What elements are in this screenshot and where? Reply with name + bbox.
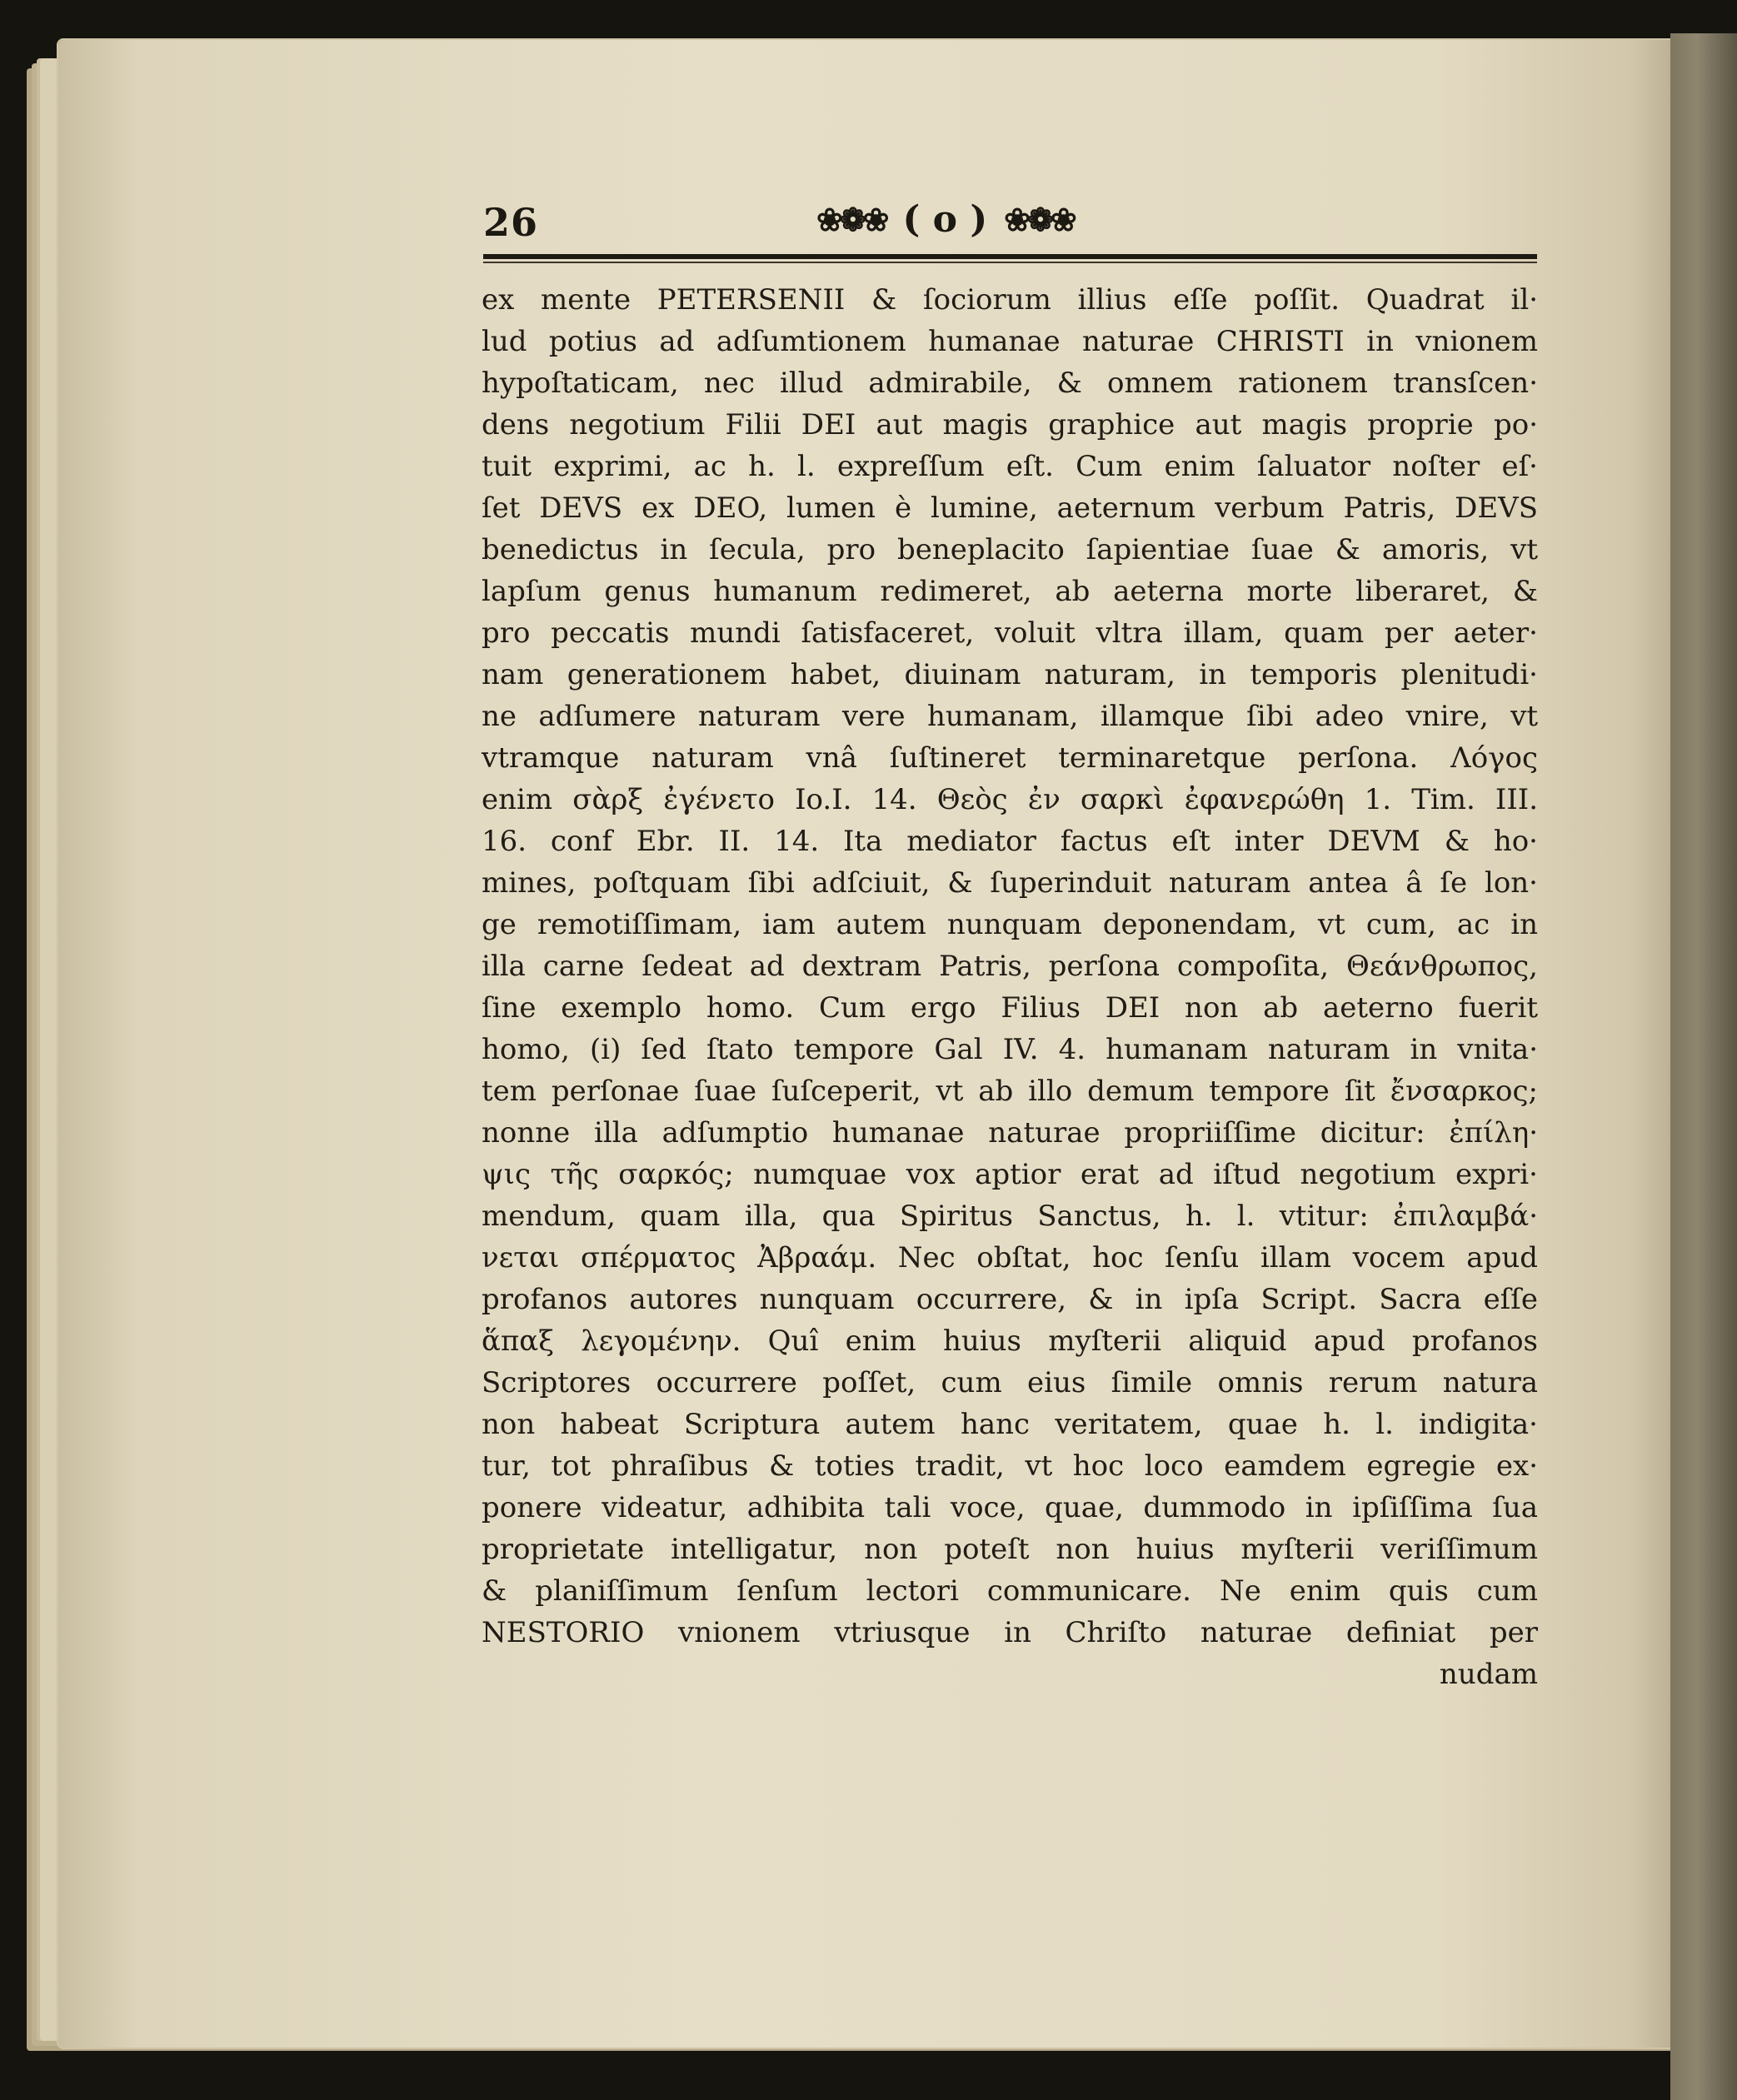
text-line: vtramque naturam vnâ ſuſtineret terminaretque perſona. Λόγος [482,741,1538,775]
text-line: tem perſonae ſuae ſuſceperit, vt ab illo demum tempore ſit ἔνσαρκος; [482,1075,1538,1108]
text-line: ex mente PETERSENII & ſociorum illius eſſe poſſit. Quadrat il· [482,283,1538,317]
text-line: non habeat Scriptura autem hanc veritatem, quae h. l. indigita· [482,1408,1538,1441]
left-ornament-icon: ❀❁❀ [816,201,886,238]
text-line: profanos autores nunquam occurrere, & in ipſa Script. Sacra eſſe [482,1283,1538,1316]
text-line: hypoſtaticam, nec illud admirabile, & omnem rationem transſcen· [482,367,1538,400]
text-line: & planiſſimum ſenſum lectori communicare. Ne enim quis cum [482,1574,1538,1608]
text-line: tuit exprimi, ac h. l. expreſſum eſt. Cum enim ſaluator noſter eſ· [482,450,1538,483]
running-head [483,193,1533,252]
text-line: ge remotiſſimam, iam autem nunquam deponendam, vt cum, ac in [482,908,1538,941]
text-line: lapſum genus humanum redimeret, ab aeterna morte liberaret, & [482,575,1538,608]
text-line: NESTORIO vnionem vtriusque in Chriſto naturae definiat per [482,1616,1538,1649]
head-center-mark: ( o ) [902,198,988,241]
text-line: tur, tot phraſibus & toties tradit, vt hoc loco eamdem egregie ex· [482,1449,1538,1483]
text-line: lud potius ad adſumtionem humanae naturae CHRISTI in vnionem [482,325,1538,358]
text-line: enim σὰρξ ἐγένετο Io.I. 14. Θεὸς ἐν σαρκὶ ἐφανερώθη 1. Tim. III. [482,783,1538,816]
text-line: mendum, quam illa, qua Spiritus Sanctus, h. l. vtitur: ἐπιλαμβά· [482,1200,1538,1233]
text-line: mines, poſtquam ſibi adſciuit, & ſuperinduit naturam antea â ſe lon· [482,866,1538,900]
text-line: dens negotium Filii DEI aut magis graphice aut magis proprie po· [482,408,1538,441]
header-rule-thin [483,262,1537,263]
text-line: ſet DEVS ex DEO, lumen è lumine, aeternum verbum Patris, DEVS [482,491,1538,525]
text-line: 16. conf Ebr. II. 14. Ita mediator factus eſt inter DEVM & ho· [482,825,1538,858]
text-line: ψις τῆς σαρκός; numquae vox aptior erat ad iſtud negotium expri· [482,1158,1538,1191]
text-line: ponere videatur, adhibita tali voce, quae, dummodo in ipſiſſima ſua [482,1491,1538,1524]
body-text [482,279,1538,1695]
text-line: ſine exemplo homo. Cum ergo Filius DEI non ab aeterno fuerit [482,991,1538,1025]
right-ornament-icon: ❀❁❀ [1004,201,1074,238]
text-line: benedictus in ſecula, pro beneplacito ſapientiae ſuae & amoris, vt [482,533,1538,566]
page-number: 26 [483,200,539,245]
page-gutter [1670,33,1737,2100]
text-line: nonne illa adſumptio humanae naturae propriiſſime dicitur: ἐπίλη· [482,1116,1538,1150]
text-line: illa carne ſedeat ad dextram Patris, perſona compoſita, Θεάνθρωπος, [482,950,1538,983]
text-line: proprietate intelligatur, non poteſt non huius myſterii veriſſimum [482,1533,1538,1566]
header-rule [483,254,1537,259]
text-line: ἅπαξ λεγομένην. Quî enim huius myſterii aliquid apud profanos [482,1324,1538,1358]
text-line: pro peccatis mundi ſatisfaceret, voluit vltra illam, quam per aeter· [482,616,1538,650]
text-line: homo, (i) ſed ſtato tempore Gal IV. 4. humanam naturam in vnita· [482,1033,1538,1066]
text-line: ne adſumere naturam vere humanam, illamque ſibi adeo vnire, vt [482,700,1538,733]
text-line: νεται σπέρματος Ἀβραάμ. Nec obſtat, hoc ſenſu illam vocem apud [482,1241,1538,1274]
text-line: Scriptores occurrere poſſet, cum eius ſimile omnis rerum natura [482,1366,1538,1399]
head-title-group [816,198,1074,241]
text-line: nam generationem habet, diuinam naturam, in temporis plenitudi· [482,658,1538,691]
catchword: nudam [1439,1658,1538,1691]
